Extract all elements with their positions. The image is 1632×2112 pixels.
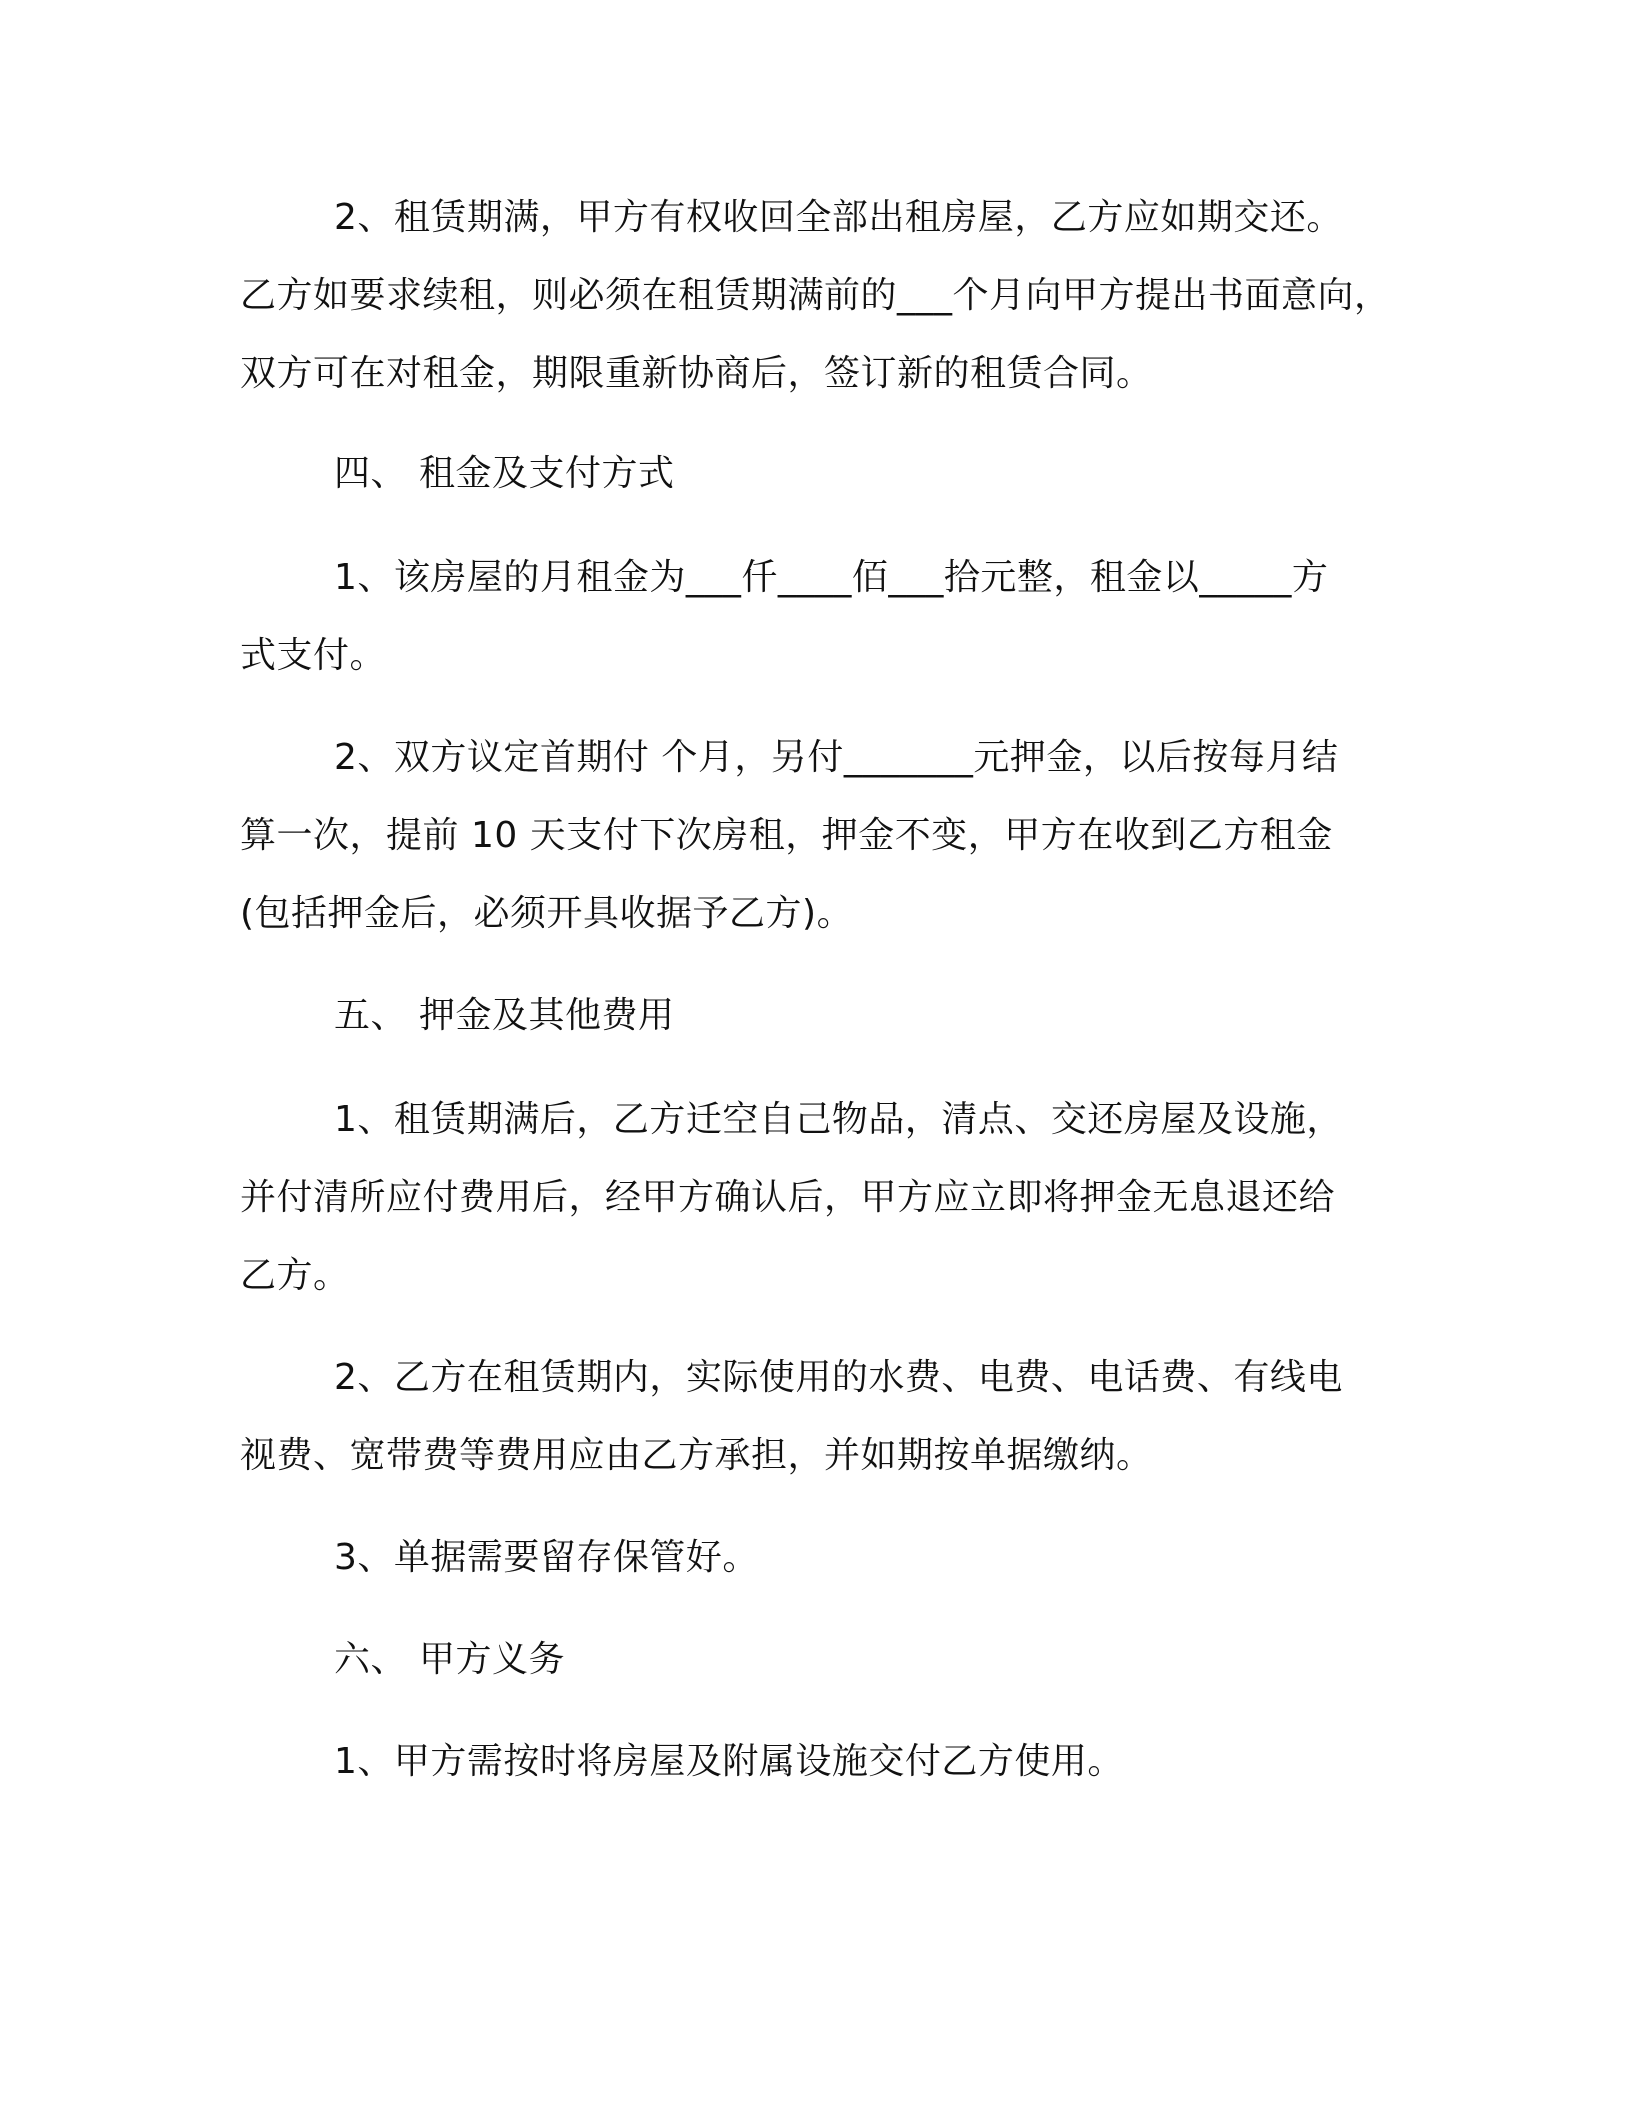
section5-item3-line1: 3、单据需要留存保管好。: [334, 1537, 759, 1578]
section4-item1-line2: 式支付。: [240, 635, 387, 676]
section4-heading: 四、 租金及支付方式: [334, 453, 675, 494]
section4-item1-line1: 1、该房屋的月租金为___仟____佰___拾元整，租金以_____方: [334, 557, 1329, 598]
section5-item2-line2: 视费、宽带费等费用应由乙方承担，并如期按单据缴纳。: [240, 1435, 1153, 1476]
section3-item2-line2: 乙方如要求续租，则必须在租赁期满前的___个月向甲方提出书面意向，: [240, 275, 1391, 316]
section4-item2-line2: 算一次，提前 10 天支付下次房租，押金不变，甲方在收到乙方租金: [240, 815, 1333, 856]
section5-item1-line1: 1、租赁期满后，乙方迁空自己物品，清点、交还房屋及设施，: [334, 1099, 1343, 1140]
section4-item2-line3: (包括押金后，必须开具收据予乙方)。: [240, 893, 854, 934]
section5-item1-line3: 乙方。: [240, 1255, 350, 1296]
section3-item2-line3: 双方可在对租金，期限重新协商后，签订新的租赁合同。: [240, 353, 1153, 394]
section5-heading: 五、 押金及其他费用: [334, 995, 675, 1036]
section5-item2-line1: 2、乙方在租赁期内，实际使用的水费、电费、电话费、有线电: [334, 1357, 1343, 1398]
section5-item1-line2: 并付清所应付费用后，经甲方确认后，甲方应立即将押金无息退还给: [240, 1177, 1336, 1218]
section6-item1-line1: 1、甲方需按时将房屋及附属设施交付乙方使用。: [334, 1741, 1124, 1782]
section4-item2-line1: 2、双方议定首期付 个月，另付_______元押金，以后按每月结: [334, 737, 1339, 778]
section6-heading: 六、 甲方义务: [334, 1639, 565, 1680]
section3-item2-line1: 2、租赁期满，甲方有权收回全部出租房屋，乙方应如期交还。: [334, 197, 1343, 238]
